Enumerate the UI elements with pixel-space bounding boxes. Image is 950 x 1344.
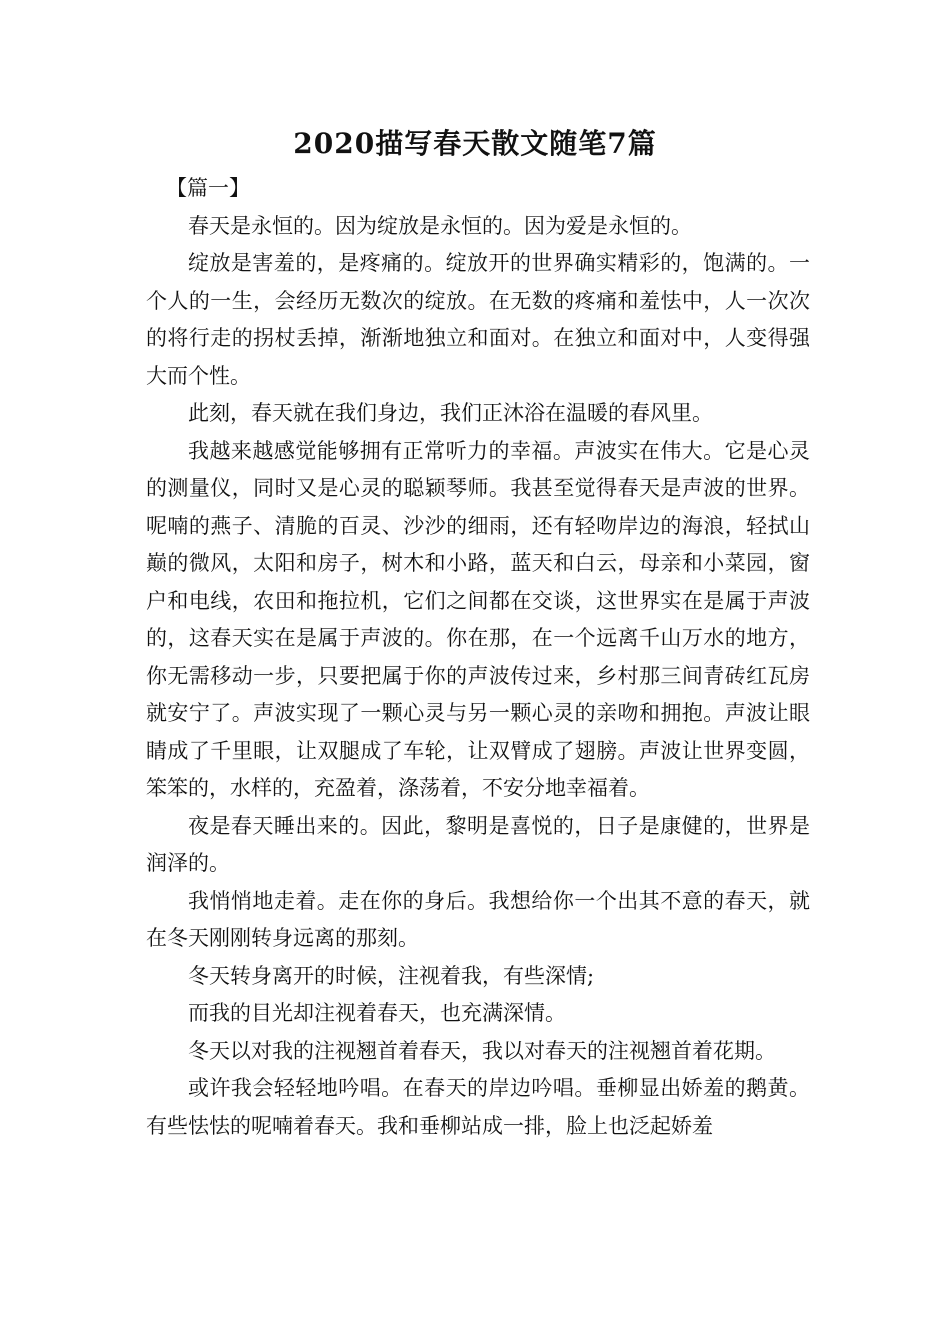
paragraph-2: 绽放是害羞的，是疼痛的。绽放开的世界确实精彩的，饱满的。一个人的一生，会经历无数次的绽放。在无数的疼痛和羞怯中，人一次次的将行走的拐杖丢掉，渐渐地独立和面对。在独立和面对中，人变得强大而个性。 <box>146 251 810 388</box>
paragraph-7: 冬天转身离开的时候，注视着我，有些深情; <box>188 963 595 988</box>
document-body <box>146 170 810 1145</box>
paragraph-10: 或许我会轻轻地吟唱。在春天的岸边吟唱。垂柳显出娇羞的鹅黄。有些怯怯的呢喃着春天。我和垂柳站成一排，脸上也泛起娇羞 <box>146 1076 810 1138</box>
paragraph-4: 我越来越感觉能够拥有正常听力的幸福。声波实在伟大。它是心灵的测量仪，同时又是心灵的聪颖琴师。我甚至觉得春天是声波的世界。呢喃的燕子、清脆的百灵、沙沙的细雨，还有轻吻岸边的海浪，轻拭山巅的微风，太阳和房子，树木和小路，蓝天和白云，母亲和小菜园，窗户和电线，农田和拖拉机，它们之间都在交谈，这世界实在是属于声波的，这春天实在是属于声波的。你在那，在一个远离千山万水的地方，你无需移动一步，只要把属于你的声波传过来，乡村那三间青砖红瓦房就安宁了。声波实现了一颗心灵与另一颗心灵的亲吻和拥抱。声波让眼睛成了千里眼，让双腿成了车轮，让双臂成了翅膀。声波让世界变圆，笨笨的，水样的，充盈着，涤荡着，不安分地幸福着。 <box>146 438 810 800</box>
section-label: 【篇一】 <box>166 176 250 200</box>
paragraph-8: 而我的目光却注视着春天，也充满深情。 <box>188 1001 566 1025</box>
paragraph-6: 我悄悄地走着。走在你的身后。我想给你一个出其不意的春天，就在冬天刚刚转身远离的那刻。 <box>146 888 810 950</box>
document-title: 2020描写春天散文随笔7篇 <box>293 127 657 160</box>
paragraph-1: 春天是永恒的。因为绽放是永恒的。因为爱是永恒的。 <box>188 213 692 238</box>
paragraph-5: 夜是春天睡出来的。因此，黎明是喜悦的，日子是康健的，世界是润泽的。 <box>146 813 810 875</box>
paragraph-9: 冬天以对我的注视翘首着春天，我以对春天的注视翘首着花期。 <box>188 1038 776 1063</box>
paragraph-3: 此刻，春天就在我们身边，我们正沐浴在温暖的春风里。 <box>188 401 713 425</box>
